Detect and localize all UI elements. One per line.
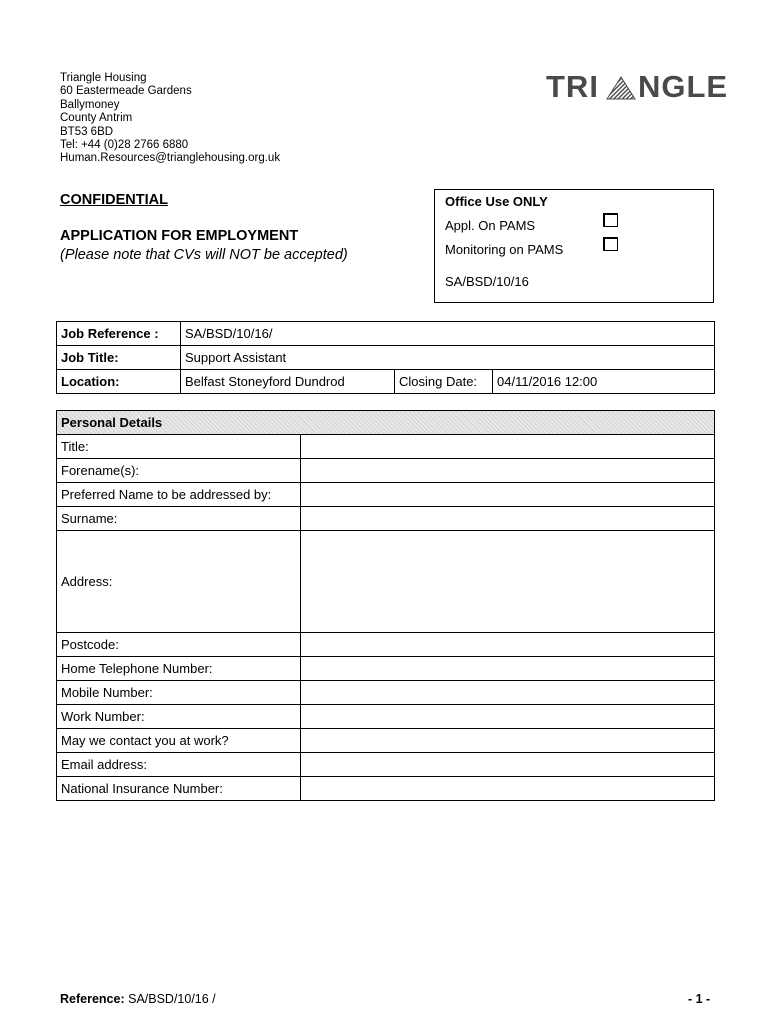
org-email: Human.Resources@trianglehousing.org.uk [60,152,281,165]
contact-at-work-input[interactable] [301,729,715,753]
postcode-label: Postcode: [57,633,301,657]
office-use-title: Office Use ONLY [445,194,548,209]
surname-label: Surname: [57,507,301,531]
table-row [57,681,715,705]
table-row [57,705,715,729]
address-input[interactable] [301,531,715,633]
appl-on-pams-label: Appl. On PAMS [445,218,536,233]
table-row [57,483,715,507]
national-insurance-label: National Insurance Number: [57,777,301,801]
table-row [57,507,715,531]
job-reference-value: SA/BSD/10/16/ [181,322,715,346]
mobile-number-input[interactable] [301,681,715,705]
job-reference-row [57,322,715,346]
closing-date-label: Closing Date: [395,370,493,394]
triangle-logo [546,69,729,104]
org-address [60,72,280,166]
personal-details-table [56,410,715,801]
title-input[interactable] [301,435,715,459]
office-ref: SA/BSD/10/16 [445,274,529,289]
home-telephone-input[interactable] [301,657,715,681]
office-use-box [434,189,714,303]
org-street: 60 Eastermeade Gardens [60,85,192,98]
footer-reference-label: Reference: [60,992,125,1006]
job-title-row [57,346,715,370]
org-county: County Antrim [60,112,133,125]
logo-text-right: NGLE [638,69,729,104]
footer-reference [60,992,216,1006]
table-row [57,633,715,657]
appl-on-pams-checkbox[interactable] [603,213,618,227]
location-row [57,370,715,394]
table-row [57,657,715,681]
email-label: Email address: [57,753,301,777]
location-value: Belfast Stoneyford Dundrod [181,370,395,394]
page-number: - 1 - [688,992,711,1006]
cv-note: (Please note that CVs will NOT be accepted) [60,247,348,263]
org-phone: Tel: +44 (0)28 2766 6880 [60,139,189,152]
logo-text-left: TRI [546,69,599,104]
table-row [57,729,715,753]
table-row [57,753,715,777]
monitoring-on-pams-label: Monitoring on PAMS [445,242,564,257]
national-insurance-input[interactable] [301,777,715,801]
table-row [57,777,715,801]
postcode-input[interactable] [301,633,715,657]
title-label: Title: [57,435,301,459]
mobile-number-label: Mobile Number: [57,681,301,705]
org-name: Triangle Housing [60,72,147,84]
forename-input[interactable] [301,459,715,483]
preferred-name-input[interactable] [301,483,715,507]
confidential-label: CONFIDENTIAL [60,192,168,208]
personal-details-header: Personal Details [57,411,715,435]
surname-input[interactable] [301,507,715,531]
closing-date-value: 04/11/2016 12:00 [493,370,715,394]
page-title: APPLICATION FOR EMPLOYMENT [60,228,299,244]
address-label: Address: [57,531,301,633]
triangle-icon [606,76,636,100]
job-title-label: Job Title: [57,346,181,370]
work-number-label: Work Number: [57,705,301,729]
preferred-name-label: Preferred Name to be addressed by: [57,483,301,507]
table-row [57,435,715,459]
forename-label: Forename(s): [57,459,301,483]
table-row [57,459,715,483]
table-row [57,531,715,633]
job-title-value: Support Assistant [181,346,715,370]
home-telephone-label: Home Telephone Number: [57,657,301,681]
work-number-input[interactable] [301,705,715,729]
org-postcode: BT53 6BD [60,125,114,138]
footer-reference-value: SA/BSD/10/16 / [128,992,216,1006]
email-input[interactable] [301,753,715,777]
monitoring-on-pams-checkbox[interactable] [603,237,618,251]
contact-at-work-label: May we contact you at work? [57,729,301,753]
location-label: Location: [57,370,181,394]
org-town: Ballymoney [60,98,120,111]
job-details-table [56,321,715,394]
job-reference-label: Job Reference : [57,322,181,346]
